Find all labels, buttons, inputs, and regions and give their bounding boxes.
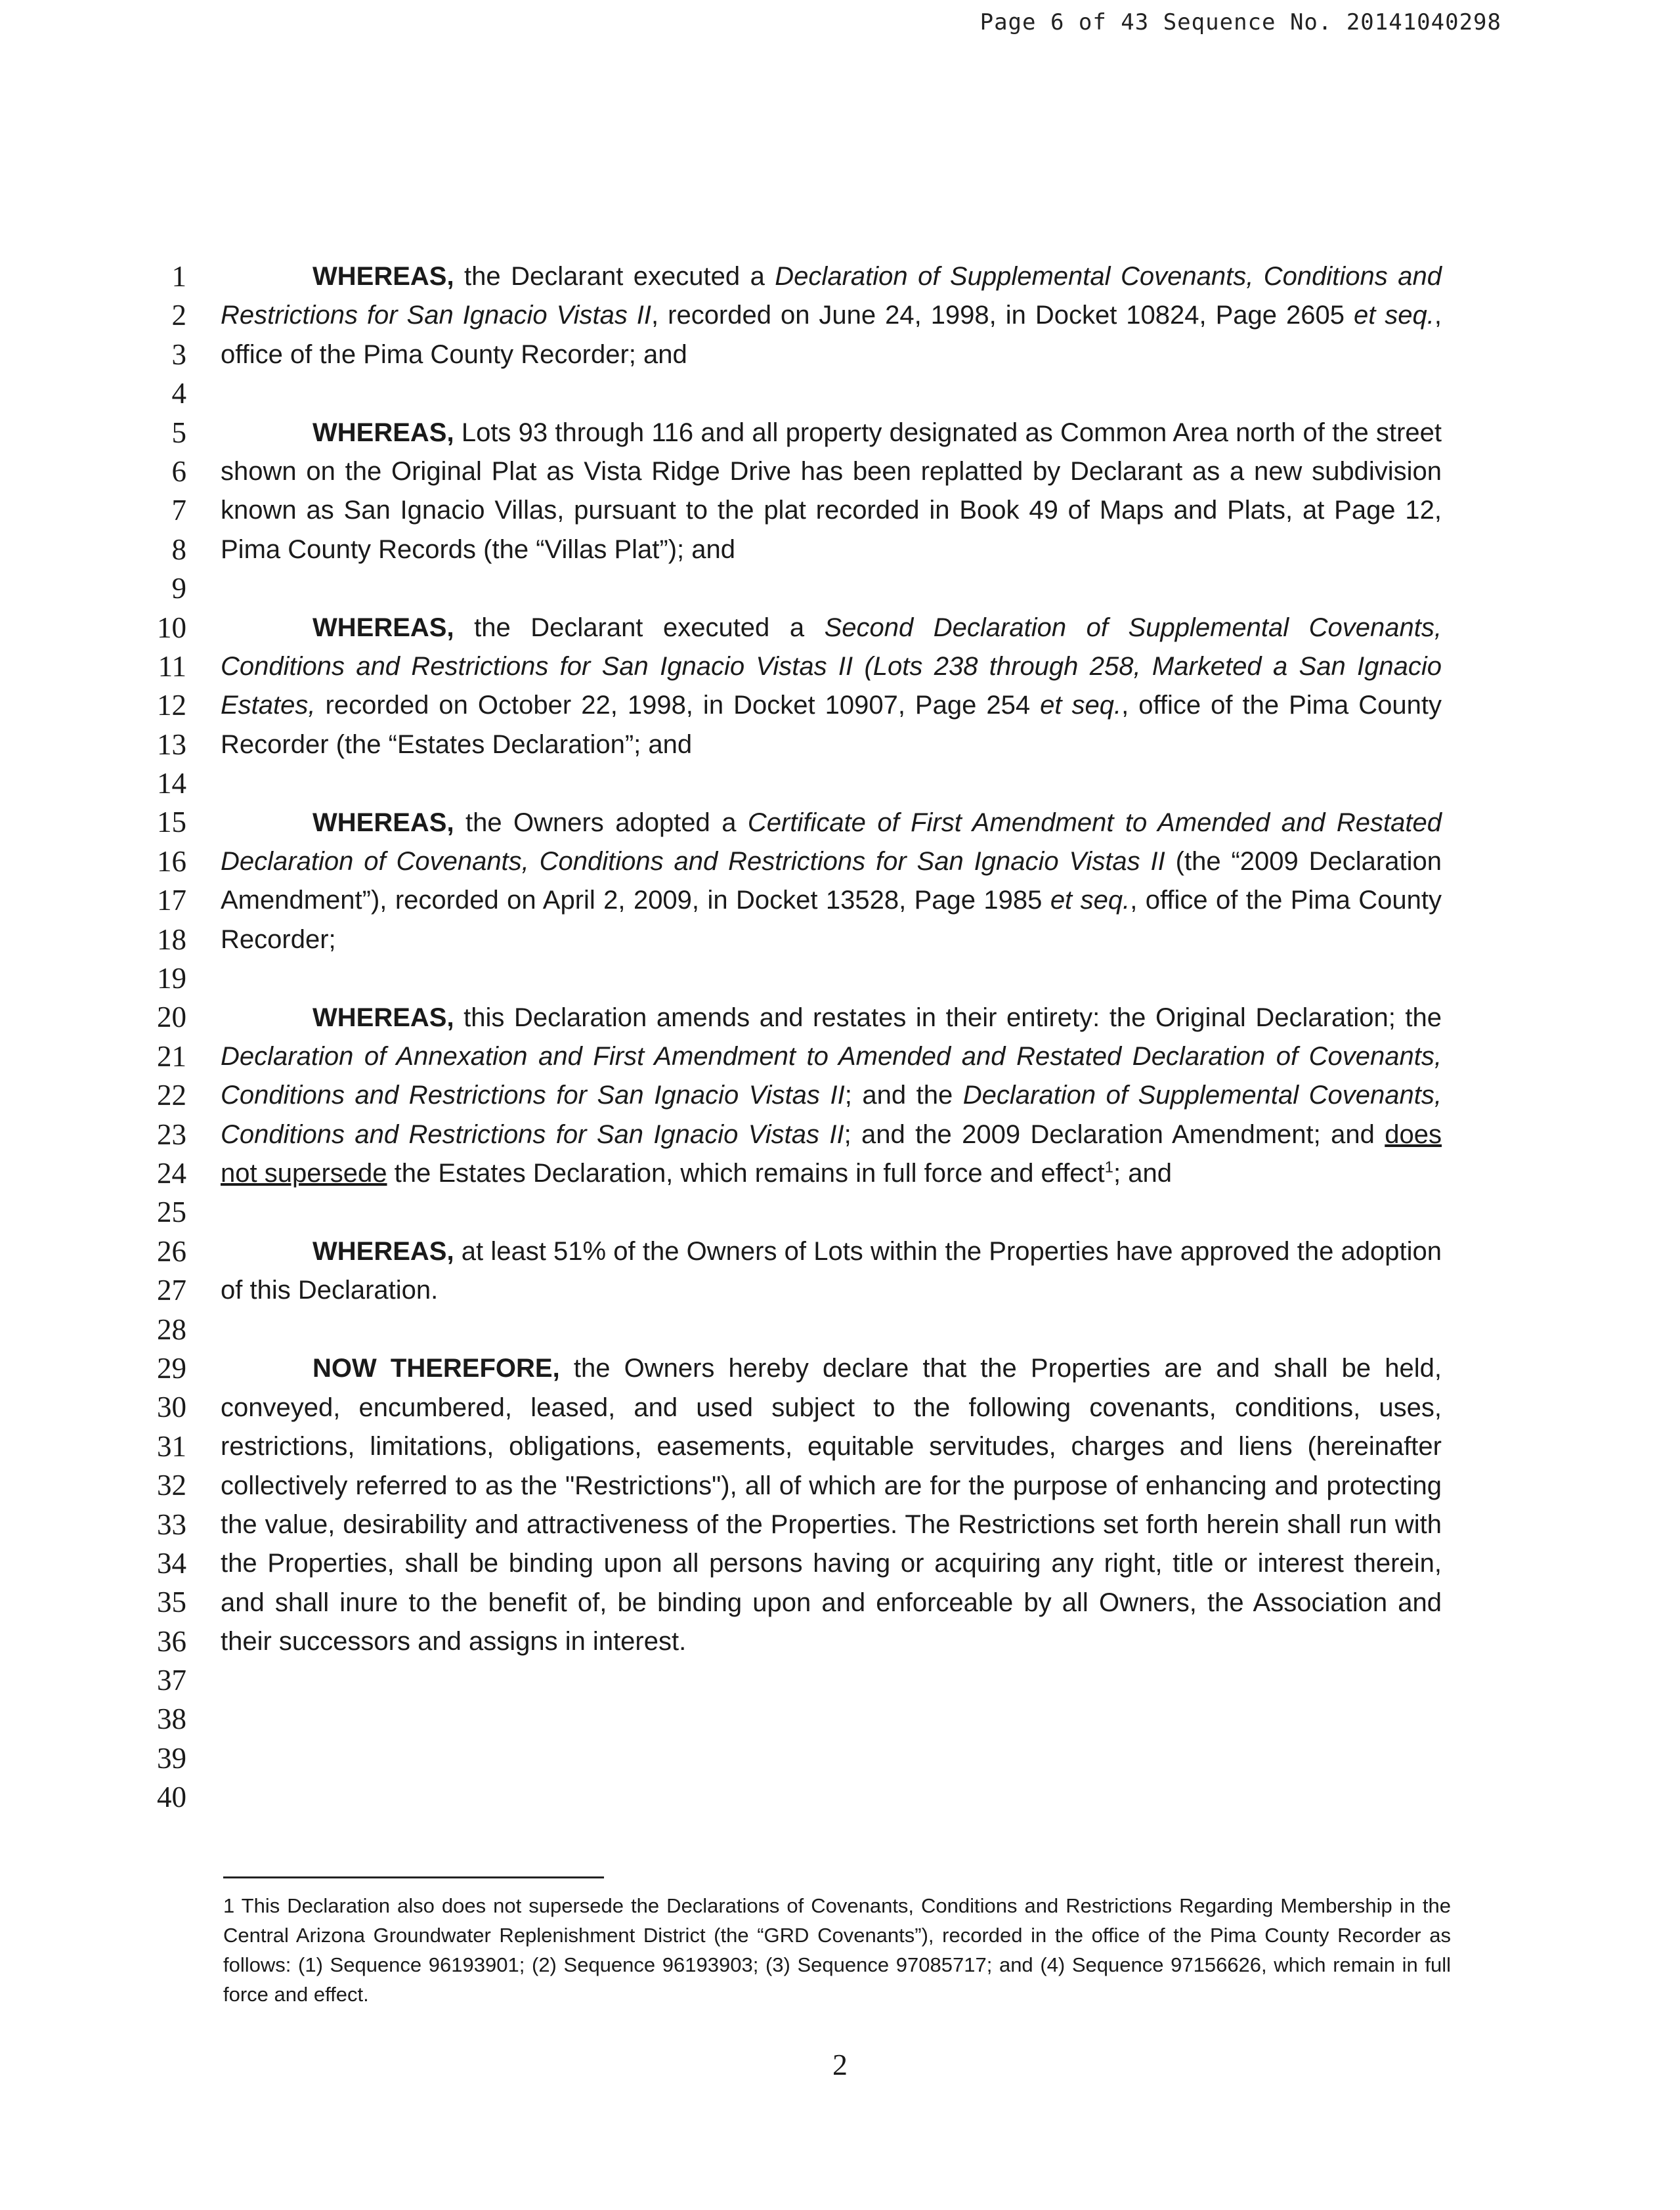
line-number: 34 xyxy=(157,1546,186,1580)
text-run: ; and the 2009 Declaration Amendment; and xyxy=(844,1119,1385,1149)
paragraph-3 xyxy=(221,609,1442,765)
text-run: at least 51% of the Owners of Lots within the Properties have approved the adoption of this Declaration. xyxy=(221,1237,1442,1305)
line-number: 29 xyxy=(157,1351,186,1385)
document-title-italic: Second Declaration of Supplemental Covenants, Conditions and Restrictions for San Ignacio Vistas II (Lots 238 through 258, Marketed a San Ignacio Estates, xyxy=(221,613,1442,720)
text-run: ; and the xyxy=(844,1081,963,1110)
line-number: 15 xyxy=(157,806,186,839)
text-run: the Declarant executed a xyxy=(454,262,775,291)
line-number: 40 xyxy=(157,1781,186,1814)
line-number: 18 xyxy=(157,922,186,956)
text-run: this Declaration amends and restates in their entirety: the Original Declaration; the xyxy=(454,1003,1442,1032)
line-number: 10 xyxy=(157,611,186,644)
paragraph-1 xyxy=(221,257,1442,374)
line-number: 9 xyxy=(171,572,186,605)
line-number: 37 xyxy=(157,1664,186,1697)
text-run: the Declarant executed a xyxy=(454,613,825,642)
et-seq-italic: et seq. xyxy=(1353,301,1434,330)
whereas-lead: WHEREAS, xyxy=(312,1237,454,1267)
line-number: 1 xyxy=(171,260,186,293)
line-number: 4 xyxy=(171,377,186,410)
document-body xyxy=(221,257,1442,1662)
et-seq-italic: et seq. xyxy=(1050,886,1131,915)
line-number: 30 xyxy=(157,1391,186,1424)
line-number: 39 xyxy=(157,1741,186,1775)
line-number: 11 xyxy=(158,649,186,683)
now-therefore-lead: NOW THEREFORE, xyxy=(312,1354,560,1383)
whereas-lead: WHEREAS, xyxy=(312,808,454,837)
line-number: 21 xyxy=(157,1039,186,1073)
footnote-divider xyxy=(223,1876,604,1878)
text-run: ; and xyxy=(1113,1159,1172,1188)
whereas-lead: WHEREAS, xyxy=(312,1003,454,1032)
paragraph-4 xyxy=(221,804,1442,960)
underlined-phrase: does not supersede xyxy=(221,1119,1442,1188)
whereas-lead: WHEREAS, xyxy=(312,613,454,642)
line-number: 16 xyxy=(157,844,186,878)
text-run: (the “2009 Declaration Amendment”), recorded on April 2, 2009, in Docket 13528, Page 1985 xyxy=(221,847,1442,915)
text-run: recorded on October 22, 1998, in Docket 10907, Page 254 xyxy=(315,691,1041,720)
header-stamp: Page 6 of 43 Sequence No. 20141040298 xyxy=(980,9,1501,35)
line-number: 36 xyxy=(157,1624,186,1658)
document-title-italic: Declaration of Supplemental Covenants, Conditions and Restrictions for San Ignacio Vistas II xyxy=(221,262,1442,330)
line-numbers xyxy=(131,257,186,1817)
line-number: 8 xyxy=(171,532,186,566)
line-number: 35 xyxy=(157,1586,186,1619)
line-number: 6 xyxy=(171,454,186,488)
line-number: 26 xyxy=(157,1234,186,1268)
whereas-lead: WHEREAS, xyxy=(312,262,454,291)
text-run: the Owners hereby declare that the Properties are and shall be held, conveyed, encumbered, leased, and used subject to the following covenants, conditions, uses, restrictions, limitations, obligations, easements, equitable servitudes, charges and liens (hereinafter collectively referred to as the "Restrictions"), all of which are for the purpose of enhancing and protecting the value, desirability and attractiveness of the Properties. The Restrictions set forth herein shall run with the Properties, shall be binding upon all persons having or acquiring any right, title or interest therein, and shall inure to the benefit of, be binding upon and enforceable by all Owners, the Association and their successors and assigns in interest. xyxy=(221,1354,1442,1657)
text-run: , office of the Pima County Recorder; xyxy=(221,886,1442,954)
line-number: 24 xyxy=(157,1156,186,1190)
whereas-lead: WHEREAS, xyxy=(312,418,454,447)
line-number: 3 xyxy=(171,337,186,371)
line-number: 33 xyxy=(157,1507,186,1541)
line-number: 28 xyxy=(157,1312,186,1346)
page-number: 2 xyxy=(832,2048,848,2081)
text-run: Lots 93 through 116 and all property designated as Common Area north of the street shown on the Original Plat as Vista Ridge Drive has been replatted by Declarant as a new subdivision known as San Ignacio Villas, pursuant to the plat recorded in Book 49 of Maps and Plats, at Page 12, Pima County Records (the “Villas Plat”); and xyxy=(221,418,1442,564)
text-run: the Owners adopted a xyxy=(454,808,748,837)
line-number: 14 xyxy=(157,767,186,800)
text-run: , office of the Pima County Recorder (the “Estates Declaration”; and xyxy=(221,691,1442,759)
paragraph-6 xyxy=(221,1232,1442,1311)
footnote-ref: 1 xyxy=(1104,1158,1114,1177)
line-number: 5 xyxy=(171,416,186,449)
text-run: , office of the Pima County Recorder; and xyxy=(221,301,1442,369)
line-number: 12 xyxy=(157,689,186,722)
line-number: 20 xyxy=(157,1001,186,1034)
text-run: the Estates Declaration, which remains in full force and effect xyxy=(387,1159,1105,1188)
document-title-italic: Declaration of Annexation and First Amendment to Amended and Restated Declaration of Covenants, Conditions and Restrictions for San Ignacio Vistas II xyxy=(221,1042,1442,1110)
line-number: 19 xyxy=(157,962,186,995)
line-number: 17 xyxy=(157,884,186,917)
paragraph-2 xyxy=(221,414,1442,570)
paragraph-5 xyxy=(221,999,1442,1194)
line-number: 22 xyxy=(157,1079,186,1112)
document-title-italic: Certificate of First Amendment to Amended and Restated Declaration of Covenants, Conditions and Restrictions for San Ignacio Vistas II xyxy=(221,808,1442,877)
et-seq-italic: et seq. xyxy=(1040,691,1122,720)
line-number: 23 xyxy=(157,1117,186,1151)
line-number: 13 xyxy=(157,727,186,761)
line-number: 2 xyxy=(171,299,186,332)
line-number: 7 xyxy=(171,494,186,527)
document-title-italic: Declaration of Supplemental Covenants, Conditions and Restrictions for San Ignacio Vistas II xyxy=(221,1081,1442,1149)
line-number: 38 xyxy=(157,1702,186,1736)
paragraph-7 xyxy=(221,1349,1442,1661)
footnote-1: 1 This Declaration also does not supersede the Declarations of Covenants, Conditions and Restrictions Regarding Membership in the Central Arizona Groundwater Replenishment District (the “GRD Covenants”), recorded in the office of the Pima County Recorder as follows: (1) Sequence 96193901; (2) Sequence 96193903; (3) Sequence 97085717; and (4) Sequence 97156626, which remain in full force and effect. xyxy=(223,1894,1451,2006)
line-number: 27 xyxy=(157,1274,186,1307)
text-run: , recorded on June 24, 1998, in Docket 10824, Page 2605 xyxy=(651,301,1354,330)
line-number: 32 xyxy=(157,1469,186,1502)
line-number: 31 xyxy=(157,1429,186,1463)
line-number: 25 xyxy=(157,1196,186,1229)
